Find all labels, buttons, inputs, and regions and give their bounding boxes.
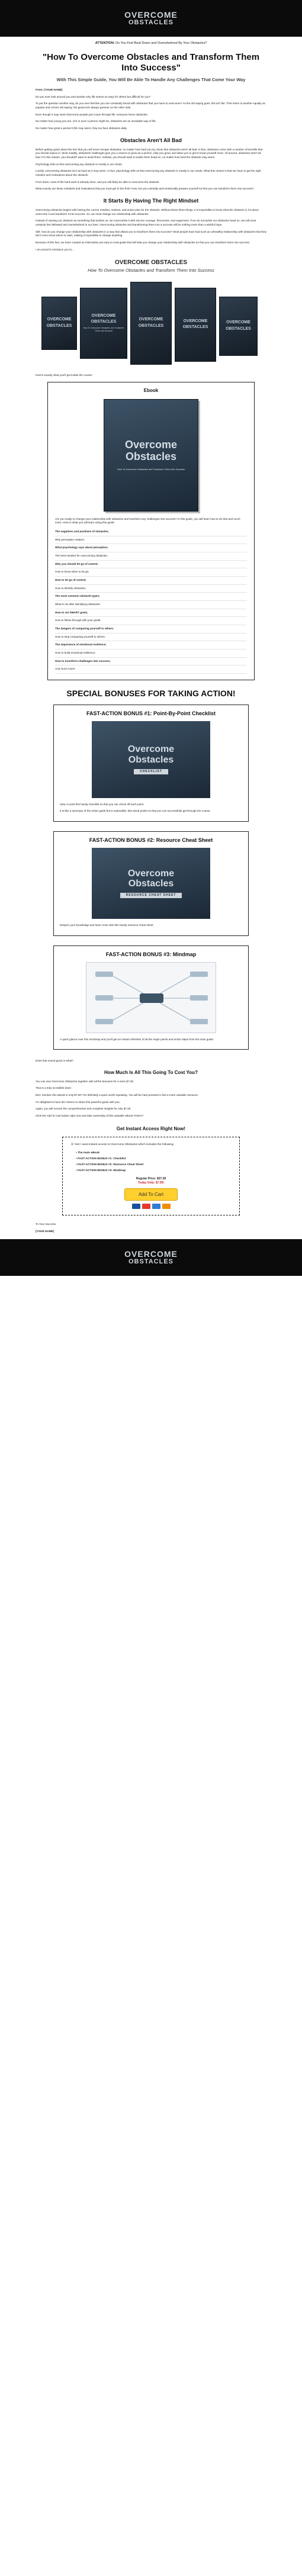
paragraph: Still, how do you change your relationship with obstacles in a way that allows you to transform them into success? Most people have had such an unhealthy relationship with obstacles that they don't even know where to start, making it impossible to change anything. <box>36 230 266 237</box>
ebook-cover-subtitle: How To Overcome Obstacles and Transform Them Into Success <box>117 467 185 471</box>
pricing-title: How Much Is All This Going To Cost You? <box>104 1070 198 1076</box>
subheadline: With This Simple Guide, You Will Be Able To Handle Any Challenges That Come Your Way <box>56 76 246 82</box>
bonus-title: FAST-ACTION BONUS #2: Resource Cheat Sheet <box>89 837 213 844</box>
ebook-bullet-item: What to do after identifying obstacles; <box>55 601 247 609</box>
bundle-box <box>80 288 127 359</box>
paragraph: Even though it may seem that some people just cruise through life, everyone faces obstacles. <box>36 112 148 116</box>
today-price: Today Only: $7.00! <box>137 1181 165 1185</box>
section-title: Obstacles Aren't All Bad <box>120 137 182 143</box>
lead-in: Here's exactly what you'll get inside the course: <box>36 373 93 377</box>
order-item: • The main eBook <box>76 1151 100 1154</box>
order-checkbox-row[interactable] <box>71 1143 231 1147</box>
ebook-bullet-item: How to let go of control; <box>55 577 247 585</box>
cover-line-1: Overcome <box>127 868 175 879</box>
headline: "How To Overcome Obstacles and Transform Them Into Success" <box>42 52 260 73</box>
paragraph: View or print this handy checklist so that you can check off each point. <box>60 802 144 806</box>
ebook-bullet-item: The best mindset for overcoming obstacles; <box>55 552 247 561</box>
product-title: OVERCOME OBSTACLES <box>114 259 188 266</box>
ebook-bullet-item: Why you should let go of control; <box>55 561 247 569</box>
paragraph: I am proud to introduce you to... <box>36 247 74 251</box>
box-title: OVERCOME OBSTACLES <box>182 319 208 330</box>
logo-line-2: OBSTACLES <box>128 18 174 26</box>
ebook-bullet-item: How to transform challenges into success; <box>55 658 247 666</box>
credit-card-icon <box>142 1204 150 1209</box>
ebook-bullet-item: The importance of emotional resilience; <box>55 641 247 649</box>
ebook-bullet-item: The dangers of comparing yourself to others; <box>55 625 247 633</box>
paragraph: What exactly are these mindsets and motivations that you must get in line first? How can you mentally and emotionally prepare yourself so that you can transform them into success? <box>36 187 254 191</box>
attention-line <box>36 41 266 46</box>
paragraph: It is like a summary of the entire guide but in actionable, bite-sized points so that you can successfully get through the course. <box>60 809 211 813</box>
regular-price: Regular Price: $27.00 <box>136 1177 166 1181</box>
bundle-box <box>41 297 77 350</box>
cover-line-2: Obstacles <box>128 879 174 889</box>
product-subtitle: How To Overcome Obstacles and Transform Them Into Success <box>88 267 214 273</box>
paragraph: Do you ever look around you and wonder why life seems so easy for others but difficult for you? <box>36 95 151 98</box>
paragraph: Psychology tells us that overcoming any obstacle is mostly in our minds. <box>36 162 123 166</box>
mindmap-graphic <box>86 963 217 1034</box>
main-content <box>36 41 266 1233</box>
bundle-box <box>219 297 258 356</box>
order-item: • FAST-ACTION BONUS #3: Mindmap <box>76 1169 126 1172</box>
signoff-line: To Your Success, <box>36 1223 57 1226</box>
paragraph: Instead of viewing our obstacle as something that tackles us, we must tackle it with sincere courage, fierceness, and eagerness. If we do not tackle our obstacles head on, we will most certainly feel defeated and overwhelmed in our lives. Overcoming obstacles and transforming them into a success will be nothing more than a wishful hope. <box>36 219 256 226</box>
paragraph: No matter how great a person's life may seem, they too face obstacles daily. <box>36 126 127 130</box>
cheat-sheet-cover <box>92 848 210 919</box>
hero-banner <box>0 0 302 37</box>
ebook-bullet-item: How to identify obstacles; <box>55 585 247 593</box>
cover-line-2: Obstacles <box>125 450 177 462</box>
paragraph: A quick glance over this mindmap and you'll get an instant refresher of all the major points and action steps from the main guide. <box>60 1037 214 1041</box>
ebook-bullet-list <box>55 528 247 674</box>
from-line: From: [YOUR NAME] <box>36 88 63 91</box>
checklist-cover <box>92 721 210 798</box>
box-title: OVERCOME OBSTACLES <box>226 320 251 331</box>
paragraph: Overcoming obstacles begins with having the correct mindset, motives, and action plan for the obstacle. Without these three things, it is impossible to know what the obstacle is, let alone overcome it and transform it into success. So, we must change our relationship with obstacles. <box>36 208 259 216</box>
bonus-card-3 <box>53 946 249 1050</box>
box-title: OVERCOME OBSTACLES <box>91 313 117 324</box>
paragraph: Deepen your knowledge and learn more with this handy resource cheat sheet. <box>60 924 154 927</box>
paragraph: That is a truly incredible deal! <box>36 1086 71 1090</box>
credit-card-icon <box>132 1204 140 1209</box>
intro-paragraphs <box>36 95 266 131</box>
footer-banner <box>0 1239 302 1276</box>
add-to-cart-button[interactable]: Add To Cart <box>124 1188 178 1201</box>
signoff-name: [YOUR NAME] <box>36 1229 54 1233</box>
credit-card-icon <box>152 1204 160 1209</box>
ebook-bullet-item: How to stop comparing yourself to others; <box>55 633 247 642</box>
ebook-intro: Are you ready to change your relationship with obstacles and transform any challenges into success? In this guide, you will learn how to do that and much more. Here is what you will learn using this guide: <box>55 517 240 525</box>
logo-line-1: OVERCOME <box>124 1249 178 1259</box>
paragraph: Click the Add To Cart button right now and take ownership of this valuable eBook TODAY! <box>36 1114 143 1117</box>
bonus-title: FAST-ACTION BONUS #3: Mindmap <box>105 951 197 957</box>
brand-logo <box>124 11 178 26</box>
bonus-title: FAST-ACTION BONUS #1: Point-By-Point Checklist <box>86 710 216 716</box>
paragraph: You can own Overcome Obstacles together with all the bonuses for a mere $7.00. <box>36 1079 134 1083</box>
paragraph: From there, most of the hard work is already done, and you will likely be able to overcome the obstacle. <box>36 180 160 184</box>
logo-line-2: OBSTACLES <box>128 1258 174 1265</box>
ebook-cover <box>104 399 198 512</box>
ebook-bullet-item: And much more! <box>55 665 247 674</box>
order-box <box>62 1137 240 1215</box>
payment-card-icons <box>71 1204 231 1209</box>
paragraph: To put the question another way, do you ever feel like you are constantly faced with obstacles that you have to overcome? As the old saying goes, life isn't fair. Then there is another equally as popular and correct old saying: the grass isn't always greener on the other side. <box>36 102 265 109</box>
order-item: • FAST-ACTION BONUS #2: Resource Cheat Sheet <box>76 1163 144 1166</box>
order-item: • FAST-ACTION BONUS #1: Checklist <box>76 1157 126 1160</box>
ebook-bullet-item: How to set SMART goals; <box>55 609 247 618</box>
ebook-bullet-item: What psychology says about perception; <box>55 544 247 552</box>
order-items <box>76 1150 231 1174</box>
cover-tag: CHECKLIST <box>134 769 168 775</box>
bonus-heading: SPECIAL BONUSES FOR TAKING ACTION! <box>66 688 236 698</box>
mindmap-image <box>86 962 216 1033</box>
ebook-bullet-item: The most common obstacle types; <box>55 593 247 601</box>
paragraph: No matter how young you are, rich or poor a person might be, obstacles are an inevitable way of life. <box>36 120 157 123</box>
bundle-box <box>175 288 216 362</box>
box-title: OVERCOME OBSTACLES <box>46 317 72 328</box>
cover-line-2: Obstacles <box>128 755 174 765</box>
logo-line-1: OVERCOME <box>124 9 178 20</box>
cover-tag: RESOURCE CHEAT SHEET <box>120 893 182 899</box>
paragraph: Did I mention this eBook is only $7.00? It's definitely a quick worth repeating. You will be hard pressed to find a more valuable resource. <box>36 1094 199 1097</box>
attention-text: Do You Feel Beat Down and Overwhelmed By Your Obstacles? <box>115 41 207 45</box>
sounds-good: Does that sound good or what? <box>36 1059 73 1063</box>
paragraph: Luckily, overcoming obstacles isn't as hard as it may seem. In fact, psychology tells us that overcoming any obstacle is mostly in our minds. What this means is that we have to get the right mindset and motivations about the obstacle. <box>36 169 261 176</box>
bundle-box <box>130 282 172 365</box>
product-bundle-image <box>36 279 266 368</box>
ebook-label: Ebook <box>143 388 159 394</box>
bonus-card-1 <box>53 705 249 822</box>
checkbox-icon[interactable]: ☑ <box>71 1143 74 1147</box>
box-title: OVERCOME OBSTACLES <box>138 317 164 328</box>
ebook-bullet-item: How to follow through with your goals; <box>55 617 247 625</box>
paragraph: I'm delighted to have the chance to share this powerful guide with you. <box>36 1100 120 1104</box>
cover-line-1: Overcome <box>124 439 178 451</box>
paragraph: Because of this fact, we have created an informative yet easy to read guide that will help you change your relationship with obstacles so that you can transform them into success. <box>36 240 250 244</box>
ebook-bullet-item: How to build emotional resilience; <box>55 649 247 658</box>
ebook-card <box>47 382 255 680</box>
cta-title: Get Instant Access Right Now! <box>116 1125 186 1131</box>
attention-label: ATTENTION: <box>95 41 115 45</box>
cover-line-1: Overcome <box>127 744 175 755</box>
credit-card-icon <box>162 1204 171 1209</box>
ebook-bullet-item: How to know when to let go; <box>55 568 247 577</box>
footer-logo <box>124 1250 178 1265</box>
ebook-cover-title <box>125 439 177 463</box>
paragraph: Again, you will receive the comprehensive and complete insights for only $7.00. <box>36 1107 131 1111</box>
paragraph: Before getting upset about the fact that you will never escape obstacles, no matter how hard you try, know that obstacles aren't all bad. In fact, obstacles come with a number of benefits that you should rejoice in. Most notably, obstacles/ challenges give you a chance to grow as a person, help you grow, and allow you to get to know yourself more. All around, obstacles aren't all bad. For this reason, you shouldn't want to avoid them. Instead, you should want to tackle them head-on, no matter how hard the obstacle may seem. <box>36 147 263 159</box>
ebook-bullet-item: The negatives and positives of obstacles; <box>55 528 247 536</box>
bonus-card-2 <box>53 831 249 936</box>
ebook-bullet-item: Why perception matters; <box>55 536 247 545</box>
order-check-text: Yes! I want instant access to Overcome Obstacles which includes the following: <box>74 1143 174 1147</box>
box-subtitle: How To Overcome Obstacles and Transform Them Into Success <box>83 327 124 333</box>
section-title: It Starts By Having The Right Mindset <box>103 197 199 204</box>
